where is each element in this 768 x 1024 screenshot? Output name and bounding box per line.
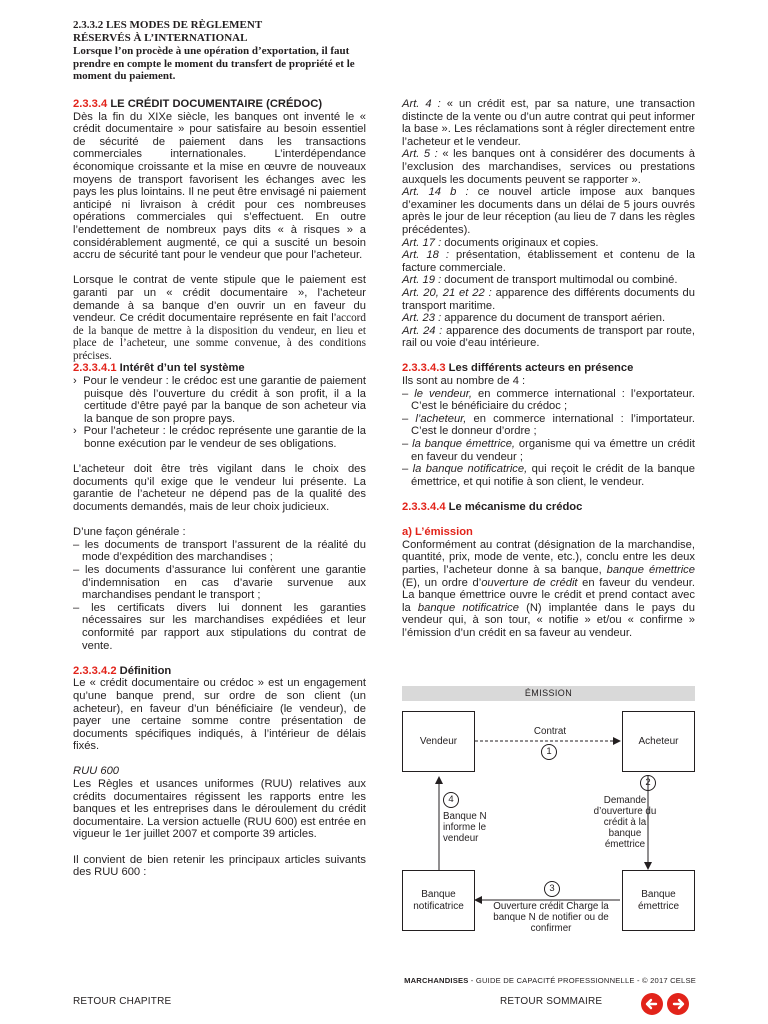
paragraph: Ils sont au nombre de 4 :: [402, 375, 526, 388]
next-page-button[interactable]: [667, 993, 689, 1015]
paragraph: D’une façon générale :: [73, 526, 186, 539]
subsection-heading: 2.3.3.4.1 Intérêt d’un tel système: [73, 362, 245, 375]
article-item: Art. 5 : « les banques ont à considérer des documents à l’exclusion des marchandises, services ou prestations auxquels les documents peuvent se rapporter ».: [402, 148, 695, 186]
back-summary-link[interactable]: RETOUR SOMMAIRE: [500, 996, 603, 1007]
actor-item: – le vendeur, en commerce international : l’exportateur. C’est le bénéficiaire du crédoc ;: [402, 387, 695, 413]
arrow-right-icon: [667, 993, 689, 1015]
node-banque-notificatrice: Banque notificatrice: [402, 870, 475, 931]
dash-item: – les documents de transport l’assurent de la réalité du mode d’expédition des marchandises ;: [73, 538, 366, 564]
subsection-heading: 2.3.3.4.4 Le mécanisme du crédoc: [402, 501, 583, 513]
paragraph: Lorsque le contrat de vente stipule que le paiement est garanti par un « crédit documentaire », l’acheteur demande à sa banque d’en ouvrir un en faveur du vendeur. Ce crédit documentaire représente en fait l’accord de la banque de mettre à la disposition du vendeur, en lieu et place de l’acheteur, une somme convenue, à des conditions précises.: [73, 274, 366, 362]
bullet-item: › Pour le vendeur : le crédoc est une garantie de paiement puisque dès l’ouverture du crédit à son profit, il a la certitude d’être payé par la banque de son acheteur via la banque de son propre pays.: [73, 375, 366, 425]
paragraph: Les Règles et usances uniformes (RUU) relatives aux crédits documentaires régissent les rapports entre les banques et les entreprises dans le déroulement du crédit documentaire. La version actuelle (RUU 600) est entrée en vigueur le 1er juillet 2007 et comporte 39 articles.: [73, 778, 366, 841]
article-item: Art. 23 : apparence du document de transport aérien.: [402, 312, 666, 325]
header-title: 2.3.3.2 LES MODES DE RÈGLEMENT RÉSERVÉS À L’INTERNATIONAL: [73, 19, 263, 44]
article-item: Art. 24 : apparence des documents de transport par route, rail ou voie d’eau intérieure.: [402, 324, 695, 350]
article-item: Art. 17 : documents originaux et copies.: [402, 236, 599, 249]
node-vendeur: Vendeur: [402, 711, 475, 772]
subsection-heading: 2.3.3.4.2 Définition: [73, 664, 172, 677]
chevron-right-icon: ›: [73, 375, 84, 388]
paragraph: Le « crédit documentaire ou crédoc » est un engagement qu’une banque prend, sur ordre de son client (un acheteur), en faveur d’un bénéficiaire (le vendeur), de payer une certaine somme contre présentation de documents spécifiques indiqués, à l’intérieur de délais fixés.: [73, 677, 366, 753]
article-item: Art. 14 b : ce nouvel article impose aux banques d’examiner les documents dans un délai de 5 jours ouvrés après le jour de leur réception (au lieu de 7 dans les règles précédentes).: [402, 186, 695, 236]
label-ouverture: Ouverture crédit Charge la banque N de notifier ou de confirmer: [493, 901, 609, 934]
subsection-heading: 2.3.3.4.3 Les différents acteurs en présence: [402, 362, 634, 375]
actor-item: – la banque émettrice, organisme qui va émettre un crédit en faveur du vendeur ;: [402, 438, 696, 463]
step-number-3: 3: [544, 881, 560, 897]
paragraph: Conformément au contrat (désignation de la marchandise, quantité, prix, mode de vente, etc.), conclu entre les deux parties, l’acheteur donne à sa banque, banque émettrice (E), un ordre d’ouverture de crédit en faveur du vendeur. La banque émettrice ouvre le crédit et prend contact avec la banque notificatrice (N) implantée dans le pays du vendeur qui, à son tour, « notifie » et/ou « confirme » l’émission d’un crédit en sa faveur au vendeur.: [402, 538, 695, 639]
article-item: Art. 19 : document de transport multimodal ou combiné.: [402, 274, 678, 287]
article-item: Art. 4 : « un crédit est, par sa nature, une transaction distincte de la vente ou d’un autre contrat qui peut informer la base ». Les réclamations sont à régler directement entre l’acheteur et le vendeur.: [402, 98, 695, 148]
articles-list: [402, 98, 695, 350]
section-heading-credoc: 2.3.3.4 LE CRÉDIT DOCUMENTAIRE (CRÉDOC): [73, 98, 323, 110]
node-acheteur: Acheteur: [622, 711, 695, 772]
label-demande: Demande d’ouverture du crédit à la banque émettrice: [593, 795, 657, 850]
article-item: Art. 18 : présentation, établissement et contenu de la facture commerciale.: [402, 249, 695, 274]
back-chapter-link[interactable]: RETOUR CHAPITRE: [73, 996, 172, 1007]
step-number-1: 1: [541, 744, 557, 760]
dash-item: – les certificats divers lui donnent les garanties nécessaires sur les marchandises expédiées et leur conformité par rapport aux stipulations du contrat de vente.: [73, 601, 366, 652]
previous-page-button[interactable]: [641, 993, 663, 1015]
actor-item: – la banque notificatrice, qui reçoit le crédit de la banque émettrice, et qui notifie à son client, le vendeur.: [402, 463, 696, 488]
left-column: [73, 98, 366, 879]
actors-list: [402, 388, 695, 489]
step-number-4: 4: [443, 792, 459, 808]
footer-credit: MARCHANDISES - GUIDE DE CAPACITÉ PROFESSIONNELLE - © 2017 CELSE: [404, 976, 696, 985]
paragraph: L’acheteur doit être très vigilant dans le choix des documents qu’il exige que le vendeur lui présente. La garantie de l’acheteur ne dépend pas de la qualité des documents demandés, mais de leur choix judicieux.: [73, 463, 366, 513]
emission-diagram-title-bar: ÉMISSION: [402, 686, 695, 701]
step-number-2: 2: [640, 775, 656, 791]
subheading-emission: a) L’émission: [402, 526, 473, 539]
paragraph: Dès la fin du XIXe siècle, les banques ont inventé le « crédit documentaire » pour satisfaire au besoin essentiel de sécurité de paiement dans les transactions commerciales internationales. L’interdépendance économique croissante et la mise en œuvre de nouveaux moyens de transport favorisent les échanges avec les pays les plus lointains. Il ne peut être envisagé ni paiement anticipé ni livraison à crédit pour ces nombreuses opérations commerciales qui s’effectuent. En outre l’endettement de nombreux pays dits « à risques » a considérablement augmenté, ce qui a suscité un besoin accru de sécurité tant pour le vendeur que pour l’acheteur.: [73, 110, 366, 262]
node-banque-emettrice: Banque émettrice: [622, 870, 695, 931]
ruu-heading: RUU 600: [73, 765, 120, 778]
bullet-item: › Pour l’acheteur : le crédoc représente une garantie de la bonne exécution par le vendeur de ses obligations.: [73, 425, 366, 451]
article-item: Art. 20, 21 et 22 : apparence des différents documents du transport maritime.: [402, 286, 696, 312]
arrow-left-icon: [641, 993, 663, 1015]
label-contrat: Contrat: [533, 726, 567, 737]
label-informe: Banque N informe le vendeur: [443, 811, 487, 844]
dash-item: – les documents d’assurance lui confèrent une garantie d’indemnisation en cas d’avarie survenue aux marchandises pendant le transport ;: [73, 563, 366, 602]
paragraph: Il convient de bien retenir les principaux articles suivants des RUU 600 :: [73, 853, 366, 879]
right-column: [402, 98, 695, 640]
chevron-right-icon: ›: [73, 425, 84, 438]
actor-item: – l’acheteur, en commerce international : l’importateur. C’est le donneur d’ordre ;: [402, 412, 695, 438]
section-header: [73, 19, 365, 83]
header-intro: Lorsque l’on procède à une opération d’exportation, il faut prendre en compte le moment du transfert de propriété et le moment du paiement.: [73, 45, 355, 83]
